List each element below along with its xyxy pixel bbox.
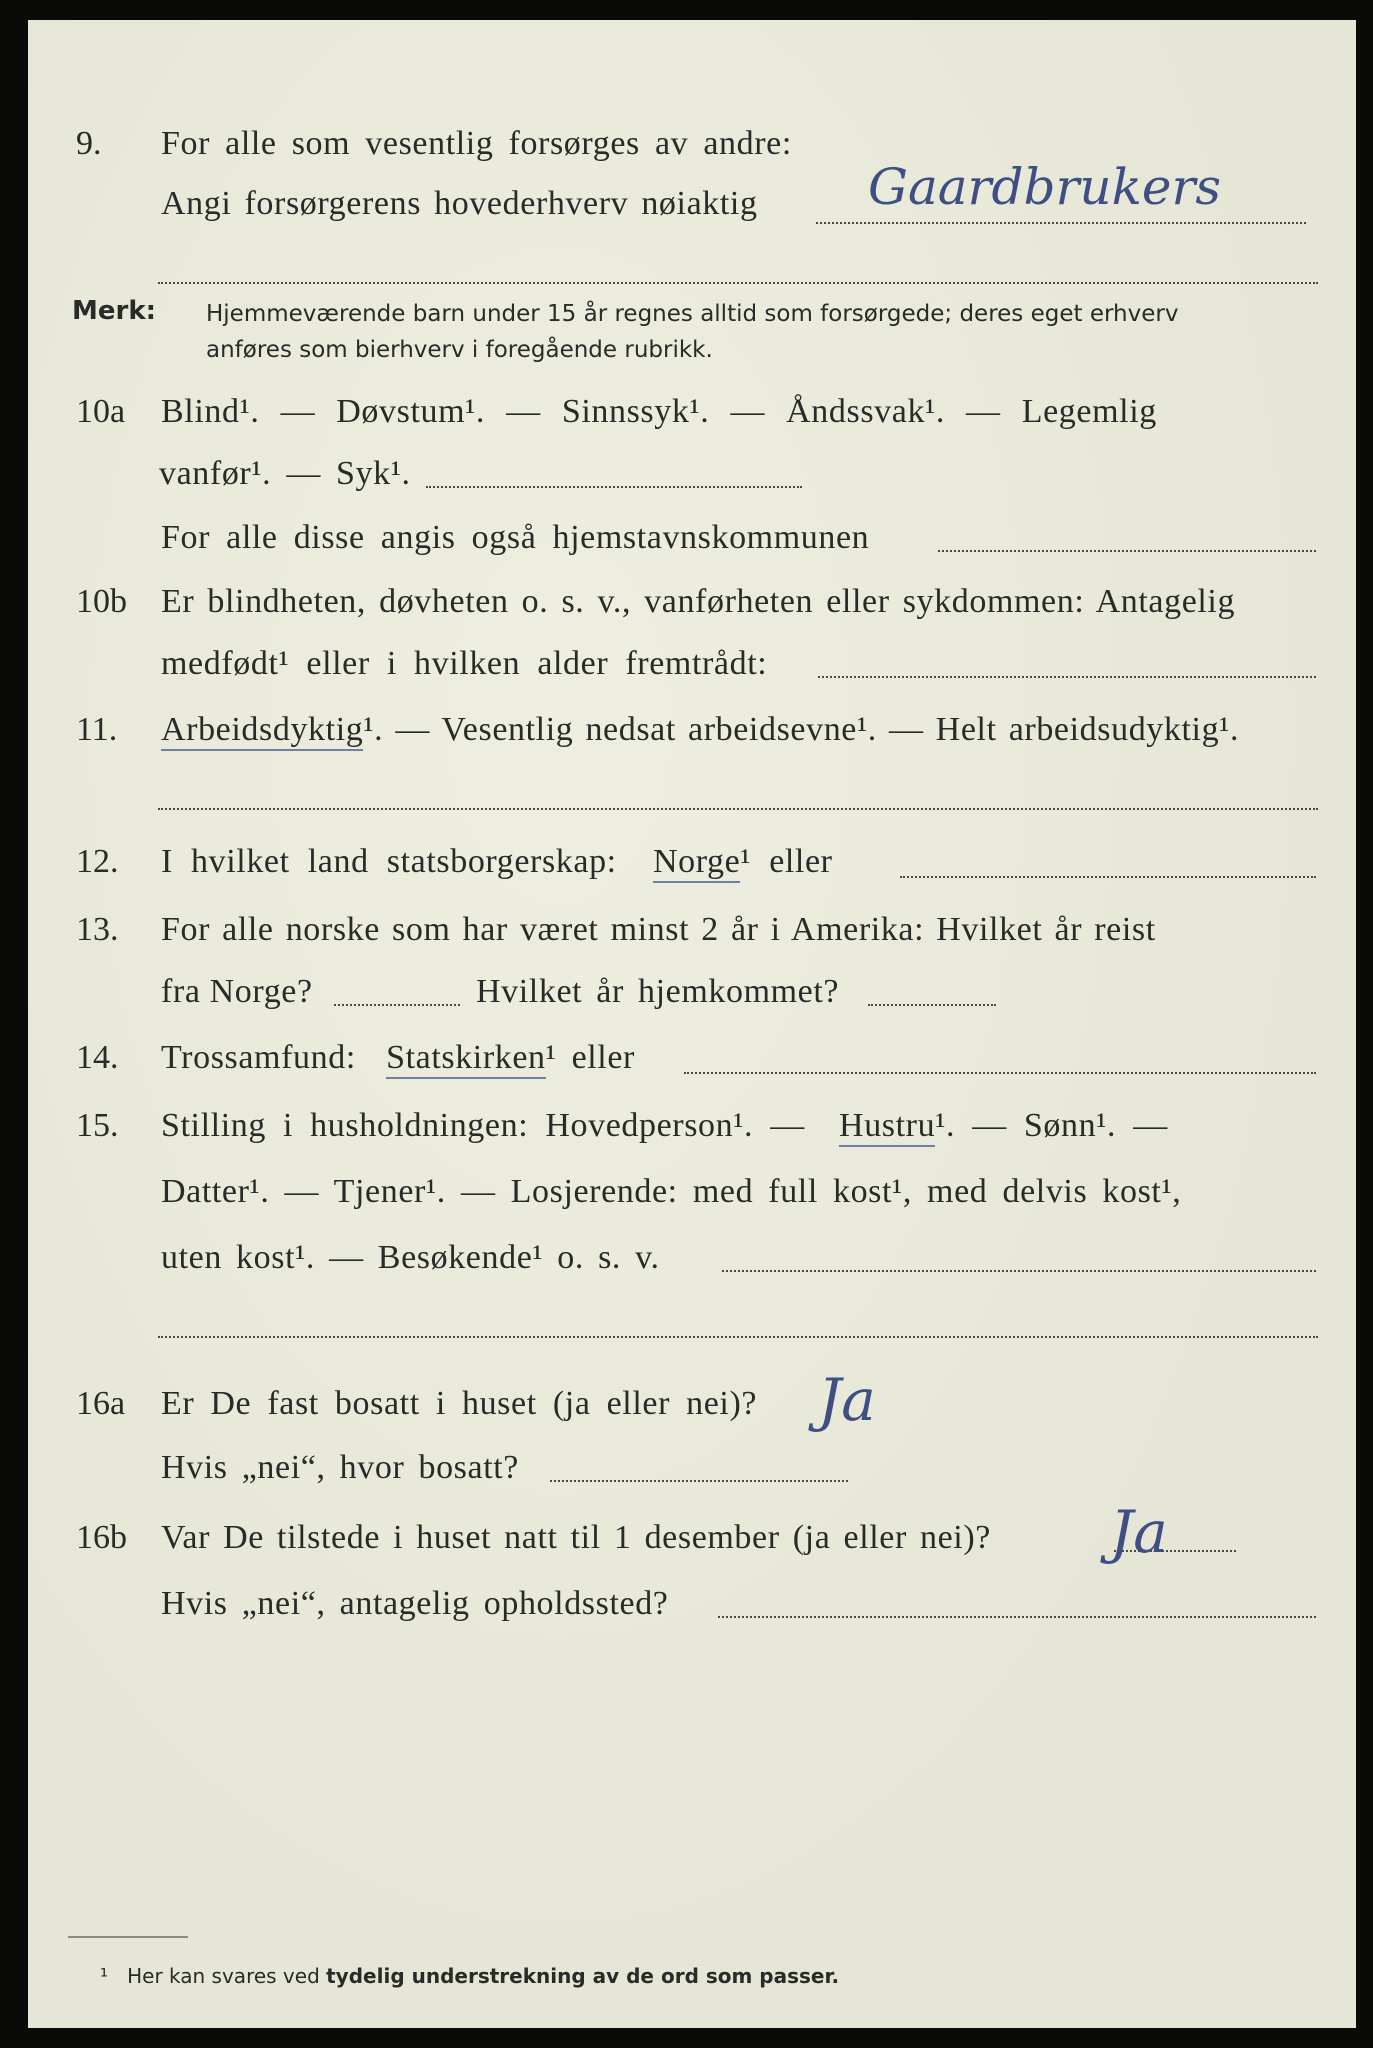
note-label: Merk: <box>72 296 157 326</box>
question-text: For alle disse angis også hjemstavnskommunen <box>161 519 870 556</box>
answer-line[interactable] <box>684 1072 1316 1074</box>
answer-line[interactable] <box>900 876 1316 878</box>
question-text <box>161 1038 635 1078</box>
question-text-pre: I hvilket land statsborgerskap: <box>161 843 617 880</box>
footnote <box>100 1964 839 1988</box>
question-text-pre: Stilling i husholdningen: Hovedperson¹. — <box>161 1107 805 1144</box>
question-number: 13. <box>76 911 119 948</box>
footnote-divider <box>68 1936 188 1938</box>
question-text: Hvilket år hjemkommet? <box>476 973 840 1010</box>
question-text <box>161 842 833 882</box>
underlined-option[interactable]: Statskirken <box>386 1039 546 1079</box>
question-text: Blind¹. — Døvstum¹. — Sinnssyk¹. — Åndssvak¹. — Legemlig <box>161 393 1157 430</box>
question-text-rest: ¹. — Vesentlig nedsat arbeidsevne¹. — Helt arbeidsudyktig¹. <box>363 711 1240 748</box>
question-text: vanfør¹. — Syk¹. <box>159 455 411 492</box>
question-text-post: ¹ eller <box>740 843 833 880</box>
question-number: 15. <box>76 1107 119 1144</box>
question-text: Var De tilstede i huset natt til 1 desember (ja eller nei)? <box>161 1519 991 1556</box>
question-number: 10a <box>76 393 126 430</box>
footnote-text-bold: tydelig understrekning av de ord som passer. <box>326 1964 840 1988</box>
separator-line <box>158 808 1318 810</box>
question-number: 16a <box>76 1385 126 1422</box>
answer-line[interactable] <box>722 1270 1316 1272</box>
question-text: fra Norge? <box>161 973 313 1010</box>
separator-line <box>158 1336 1318 1338</box>
question-text-post: ¹ eller <box>545 1039 635 1076</box>
question-text: Er blindheten, døvheten o. s. v., vanførheten eller sykdommen: Antagelig <box>161 583 1236 620</box>
question-number: 11. <box>76 711 118 748</box>
note-text: anføres som bierhverv i foregående rubrikk. <box>206 337 713 363</box>
footnote-text: Her kan svares ved <box>127 1964 320 1988</box>
question-number: 10b <box>76 583 127 620</box>
question-text: Hvis „nei“, antagelig opholdssted? <box>161 1585 669 1622</box>
question-text <box>161 1106 1168 1146</box>
question-text-post: ¹. — Sønn¹. — <box>935 1107 1168 1144</box>
question-text: Hvis „nei“, hvor bosatt? <box>161 1449 519 1486</box>
question-number: 16b <box>76 1519 127 1556</box>
handwritten-answer: Ja <box>1110 1498 1168 1566</box>
answer-line[interactable] <box>938 550 1316 552</box>
footnote-mark: ¹ <box>100 1964 109 1988</box>
census-form-page <box>28 20 1356 2028</box>
underlined-option[interactable]: Hustru <box>839 1107 935 1147</box>
answer-line[interactable] <box>426 486 802 488</box>
underlined-option[interactable]: Norge <box>653 843 740 883</box>
question-number: 12. <box>76 843 119 880</box>
answer-line[interactable] <box>550 1480 848 1482</box>
question-text: Er De fast bosatt i huset (ja eller nei)? <box>161 1385 758 1422</box>
question-text: For alle norske som har været minst 2 år i Amerika: Hvilket år reist <box>161 911 1156 948</box>
handwritten-answer: Gaardbrukers <box>868 158 1222 216</box>
answer-line[interactable] <box>868 1004 996 1006</box>
handwritten-answer: Ja <box>818 1366 876 1434</box>
answer-line[interactable] <box>818 676 1316 678</box>
question-text <box>161 710 1239 750</box>
answer-line[interactable] <box>718 1616 1316 1618</box>
separator-line <box>158 282 1318 284</box>
note-text: Hjemmeværende barn under 15 år regnes alltid som forsørgede; deres eget erhverv <box>206 301 1179 327</box>
question-text-pre: Trossamfund: <box>161 1039 356 1076</box>
question-number: 9. <box>76 125 102 162</box>
question-text: For alle som vesentlig forsørges av andre: <box>161 125 792 162</box>
underlined-option[interactable]: Arbeidsdyktig <box>161 711 363 751</box>
answer-line[interactable] <box>816 222 1306 224</box>
question-number: 14. <box>76 1039 119 1076</box>
answer-line[interactable] <box>334 1004 460 1006</box>
question-text: uten kost¹. — Besøkende¹ o. s. v. <box>161 1239 660 1276</box>
question-text: Datter¹. — Tjener¹. — Losjerende: med full kost¹, med delvis kost¹, <box>161 1173 1182 1210</box>
question-text: medfødt¹ eller i hvilken alder fremtrådt: <box>161 645 768 682</box>
question-text: Angi forsørgerens hovederhverv nøiaktig <box>161 185 758 222</box>
